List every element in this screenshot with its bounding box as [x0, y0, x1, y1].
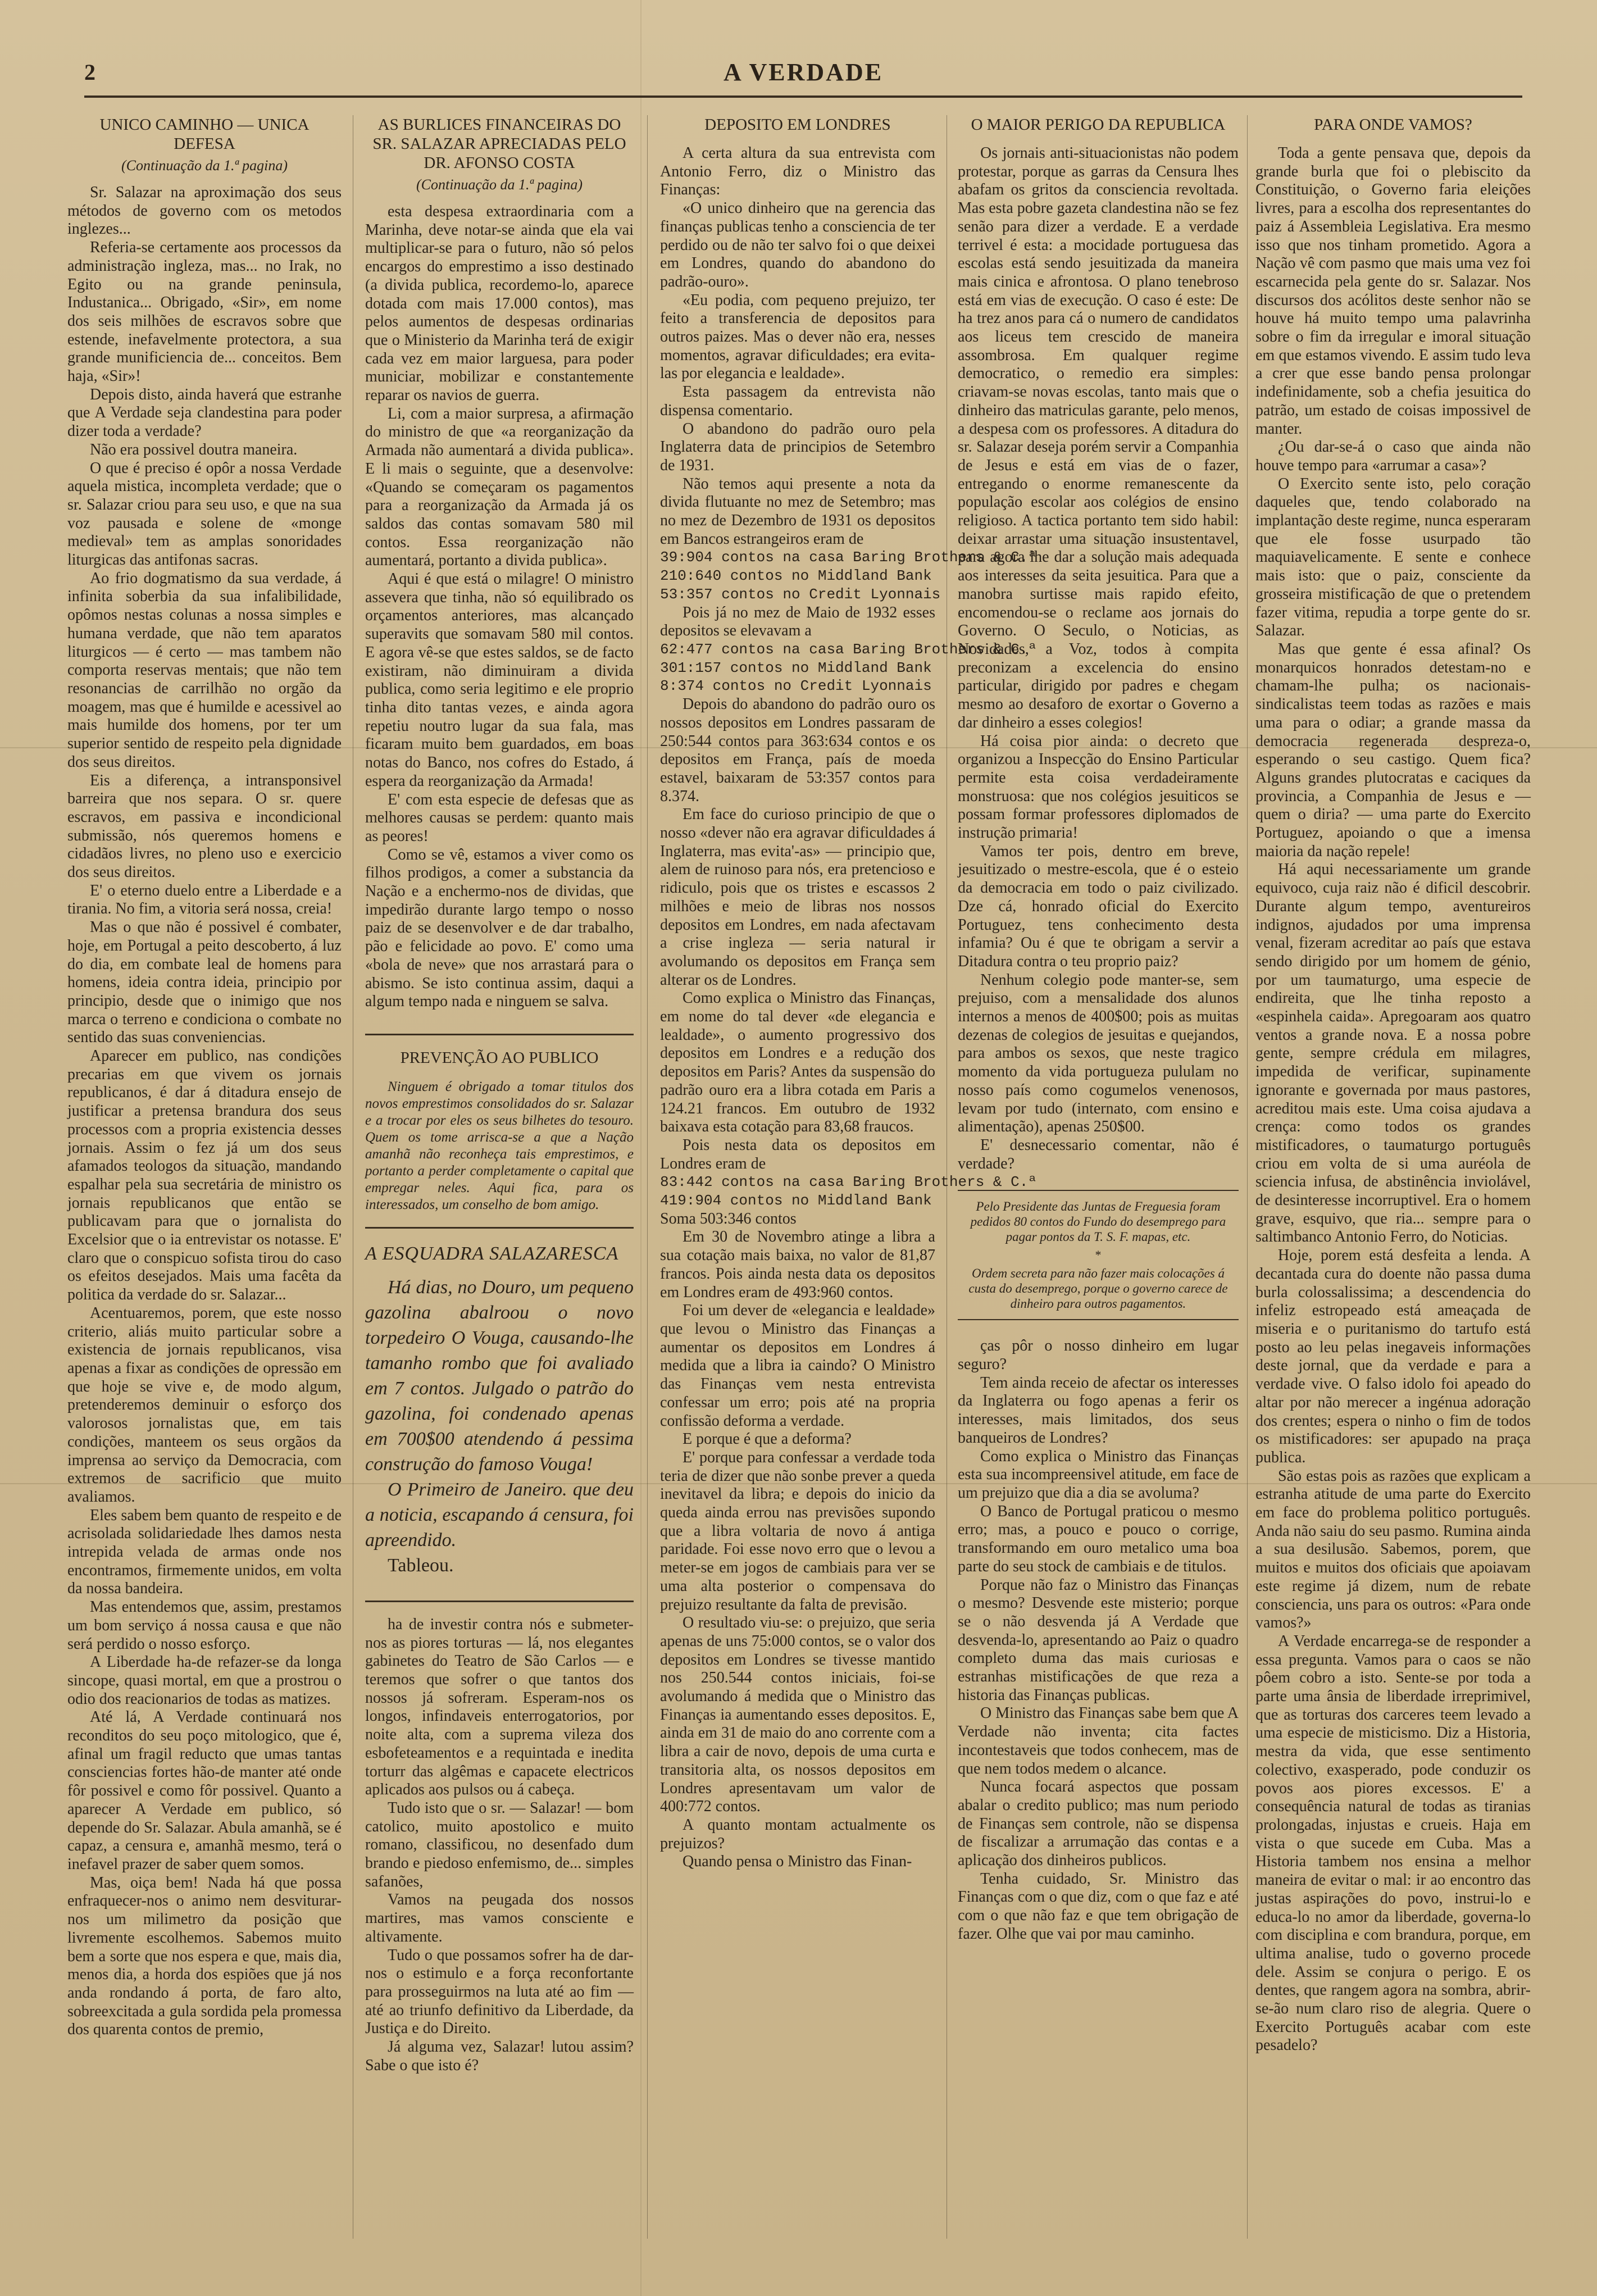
paragraph: O Banco de Portugal praticou o mesmo erro; mas, a pouco e pouco o corrige, transformando em ouro metalico uma boa parte do seu stock de cambiais e de titulos. — [958, 1502, 1239, 1575]
paragraph: Referia-se certamente aos processos da administração ingleza, mas... no Irak, no Egito ou na grande peninsula, Industanica... Obrigado, «Sir», em nome dos seis milhões de escravos sobre que estende, inefavelmente protectora, a sua grande munificiencia de... conceitos. Bem haja, «Sir»! — [67, 239, 342, 385]
paragraph: E' o eterno duelo entre a Liberdade e a tirania. No fim, a vitoria será nossa, creia! — [67, 881, 342, 918]
paragraph: Ao frio dogmatismo da sua verdade, á infinita soberbia da sua infalibilidade, opômos nestas colunas a nossa simples e humana verdade, que não tem aparatos liturgicos — é certo — mas tambem não comporta reservas mentais; que não tem resonancias de carrilhão no orgão da moagem, mas que é humilde e acessivel ao mais humilde dos homens, por ter um superior sentido de respeito pela dignidade dos seus direitos. — [67, 569, 342, 771]
section-rule — [365, 1601, 634, 1602]
paragraph: Tem ainda receio de afectar os interesses da Inglaterra ou fogo apenas a ferir os interesses, mais limitados, dos seus banqueiros de Londres? — [958, 1374, 1239, 1447]
deposits-total: Soma 503:346 contos — [660, 1210, 797, 1227]
paragraph: Como explica o Ministro das Finanças, em nome do tal dever «de elegancia e lealdade», o aumento progressivo dos depositos em Londres e a redução dos depositos em Paris? Antes da suspensão do padrão ouro era a libra cotada em Paris a 124.21 francos. Em outubro de 1932 baixava esta cotação para 83,68 fraucos. — [660, 989, 935, 1136]
header-rule — [84, 96, 1522, 98]
paragraph: ha de investir contra nós e submeter-nos as piores torturas — lá, nos elegantes gabinetes do Teatro de São Carlos — e teremos que sofrer o que tantos dos nossos já sofreram. Esperam-nos os longos, infindaveis enterrogatorios, por noite alta, com a suprema vileza dos esbofeteamentos e a requintada e inedita torturr das algêmas e capacete electricos aplicados aos pulsos ou á cabeça. — [365, 1615, 634, 1799]
paragraph: Há coisa pior ainda: o decreto que organizou a Inspecção do Ensino Particular permite esta coisa verdadeiramente monstruosa: que nos colégios jesuiticos se possam formar professores diplomados de instrução primaria! — [958, 732, 1239, 842]
article-body — [660, 695, 935, 1173]
paragraph: Mas o que não é possivel é combater, hoje, em Portugal a peito descoberto, á luz do dia, em combate leal de homens para homens, ideia contra ideia, principio por principio, desde que o inimigo que nos marca o terreno e condiciona o combate no sentido das suas conveniencias. — [67, 919, 342, 1047]
paragraph: Aqui é que está o milagre! O ministro assevera que tinha, não só equilibrado os orçamentos anteriores, mas alcançado superavits que somavam 580 mil contos. E agora vê-se que estes saldos, se de facto existiram, não diminuiram a divida publica, como seria legitimo e ele proprio tinha dito tantas vezes, e ainda agora repetiu noutro lugar da sua fala, mas ficaram muito bem guardados, em boas notas do Banco, nos cofres do Estado, á espera da reorganização da Armada! — [365, 570, 634, 790]
paragraph: Tudo o que possamos sofrer ha de dar-nos o estimulo e a força reconfortante para prosseguirmos na luta até ao fim — até ao triunfo definitivo da Liberdade, da Justiça e do Direito. — [365, 1946, 634, 2038]
paragraph: Esta passagem da entrevista não dispensa comentario. — [660, 383, 935, 419]
box-note: Ordem secreta para não fazer mais colocações á custa do desemprego, porque o governo carece de dinheiro para outros pagamentos. — [968, 1266, 1228, 1311]
fold-line — [640, 0, 641, 2296]
article-body — [1255, 144, 1531, 2055]
article-subtitle: (Continuação da 1.ª pagina) — [121, 157, 288, 174]
article-title: O MAIOR PERIGO DA REPUBLICA — [971, 116, 1226, 134]
paragraph: Mas, oiça bem! Nada há que possa enfraquecer-nos o animo nem desviturar-nos um milimetro da posição que livremente escolhemos. Sabemos muito bem a sorte que nos espera e que, mais dia, menos dia, a horda dos espiões que já nos anda rondando á porta, de faro alto, sobreexcitada a gula sordida pela promessa dos quarenta contos de premio, — [67, 1874, 342, 2039]
article-body-continued — [958, 1337, 1239, 1943]
paragraph: Há dias, no Douro, um pequeno gazolina abalroou o novo torpedeiro O Vouga, causando-lhe tamanho rombo que foi avaliado em 7 contos. Julgado o patrão do gazolina, foi condenado apenas em 700$00 atendendo á pessima construção do famoso Vouga! — [365, 1276, 634, 1475]
paragraph: Sr. Salazar na aproximação dos seus métodos de governo com os metodos inglezes... — [67, 184, 342, 238]
article-title: AS BURLICES FINANCEIRAS DO SR. SALAZAR APRECIADAS PELO DR. AFONSO COSTA — [372, 116, 626, 172]
table-line: 8:374 contos no Credit Lyonnais — [660, 678, 932, 695]
column-divider — [647, 115, 648, 2239]
paragraph: Eis a diferença, a intransponsivel barreira que nos separa. O sr. quere escravos, em passiva e incondicional submissão, nós queremos homens e cidadãos livres, no pleno uso e exercicio dos seus direitos. — [67, 771, 342, 881]
paragraph: ¿Ou dar-se-á o caso que ainda não houve tempo para «arrumar a casa»? — [1255, 438, 1531, 474]
masthead: A VERDADE — [723, 58, 884, 86]
deposits-table — [660, 640, 1037, 695]
paragraph: Foi um dever de «elegancia e lealdade» que levou o Ministro das Finanças a aumentar os depositos em Londres á medida que a libra ia caindo? O Ministro das Finanças vem nesta entrevista confessar um erro; pois até na propria confissão deforma a verdade. — [660, 1302, 935, 1430]
paragraph: A certa altura da sua entrevista com Antonio Ferro, diz o Ministro das Finanças: — [660, 144, 935, 199]
paragraph: Mas entendemos que, assim, prestamos um bom serviço á nossa causa e que não será perdido o nosso esforço. — [67, 1598, 342, 1653]
paragraph: E' porque para confessar a verdade toda teria de dizer que não sonbe prever a queda inevitavel da libra; e depois do inicio da queda ainda errou nas previsões supondo que a libra voltaria de novo á antiga paridade. Foi esse novo erro que o levou a meter-se em jogos de cambiais para ver se uma alta posterior o compensava do prejuizo resultante da falta de previsão. — [660, 1448, 935, 1613]
paragraph: Há aqui necessariamente um grande equivoco, cuja raiz não é dificil descobrir. Durante algum tempo, aventureiros indignos, ajudados por uma imprensa venal, fizeram acreditar ao país que estava sendo dirigido por um homem de génio, por um taumaturgo, uma especie de endireita, que lhe tinha reposto a «espinhela caida». Apregoaram aos quatro ventos a grande nova. E a nossa pobre gente, sempre crédula em milagres, impedida de verificar, supinamente ignorante e governada por maus pastores, acreditou mais este. Uma coisa ajudava a crença: como todos os grandes mistificadores, o taumaturgo português criou em volta de si uma auréola de sciencia infusa, de abstinência inviolável, de desinteresse incorruptivel. Era o homem grave, esquivo, que ria... sempre para o saltimbanco Antonio Ferro, do Noticias. — [1255, 861, 1531, 1246]
paragraph: A quanto montam actualmente os prejuizos? — [660, 1816, 935, 1852]
article-burlices-financeiras — [365, 115, 634, 2075]
paragraph: Tudo isto que o sr. — Salazar! — bom catolico, muito apostolico e muito romano, classificou, no desenfado dum brando e piedoso enfemismo, de... simples safanões, — [365, 1799, 634, 1890]
paragraph: Acentuaremos, porem, que este nosso criterio, aliás muito particular sobre a existencia de jornais republicanos, visa apenas a fixar as condições de opressão em que hoje se vive e, de modo algum, pretenderemos deminuir o esforço dos valorosos jornalistas que, em tais condições, manteem os seus orgãos da imprensa ao serviço da Democracia, com extremos de sacrificio que muito avaliamos. — [67, 1304, 342, 1506]
paragraph: O que é preciso é opôr a nossa Verdade aquela mistica, incompleta verdade; que o sr. Salazar criou para seu uso, e que na sua voz pausada e solene de «monge medieval» tem as amplas sonoridades liturgicas das antifonas sacras. — [67, 459, 342, 569]
squadra-body — [365, 1275, 634, 1553]
deposits-table — [660, 1173, 1037, 1210]
page-number: 2 — [84, 60, 95, 85]
paragraph: Vamos na peugada dos nossos martires, mas vamos consciente e altivamente. — [365, 1891, 634, 1945]
paragraph: Como se vê, estamos a viver como os filhos prodigos, a comer a substancia da Nação e a enchermo-nos de dividas, que impedirão durante largo tempo o nosso paiz de se desenvolver e de dar trabalho, pão e felicidade ao povo. E' como uma «bola de neve» que nos arrastará para o abismo. Se isto continua assim, daqui a algum tempo nada e ninguem se salva. — [365, 845, 634, 1011]
paragraph: Já alguma vez, Salazar! lutou assim? Sabe o que isto é? — [365, 2038, 634, 2074]
paragraph: Não era possivel doutra maneira. — [90, 440, 298, 458]
article-title: UNICO CAMINHO — UNICA DEFESA — [99, 116, 310, 153]
squadra-signature: Tableou. — [388, 1554, 454, 1576]
article-body — [365, 203, 634, 1011]
paragraph: Aparecer em publico, nas condições precarias em que vivem os jornais republicanos, é dar á ditadura ensejo de justificar a pretensa brandura dos seus processos com a propria existencia desses jornais. Assim o fez já um dos seus afamados teologos da situação, mandando espalhar pela sua secretária de ministro os jornais republicanos que então se publicavam para que o jornalista do Excelsior que o ia entrevistar os notasse. E' claro que o conspicuo sofista tirou do caso os efeitos desejados. Mais uma facêta da politica da verdade do sr. Salazar... — [67, 1047, 342, 1304]
notice-text: Ninguem é obrigado a tomar titulos dos novos emprestimos consolidados do sr. Salazar e a trocar por eles os seus bilhetes do tesouro. Quem os tome arrisca-se a que a Nação amanhã não reconheça tais emprestimos, e portanto a perder completamente o capital que empregar neles. Aqui fica, para os interessados, um conselho de bom amigo. — [365, 1079, 634, 1212]
paragraph: E' com esta especie de defesas que as melhores causas se perdem: quanto mais as peores! — [365, 790, 634, 845]
paragraph: O abandono do padrão ouro pela Inglaterra data de principios de Setembro de 1931. — [660, 420, 935, 474]
table-line: 210:640 contos no Middland Bank — [660, 567, 932, 585]
article-body — [660, 1228, 935, 1871]
paragraph: Em 30 de Novembro atinge a libra a sua cotação mais baixa, no valor de 81,87 francos. Pois ainda nesta data os depositos em Londres eram de 493:960 contos. — [660, 1228, 935, 1301]
paragraph: O resultado viu-se: o prejuizo, que seria apenas de uns 75:000 contos, se o valor dos depositos em Londres se tivesse mantido nos 250.544 contos iniciais, foi-se avolumando á medida que o Ministro das Finanças ia aumentando esses depositos. E, ainda em 31 de maio do ano corrente com a libra a cair de novo, depois de uma curta e transitoria alta, os nossos depositos em Londres apresentavam um valor de 400:772 contos. — [660, 1614, 935, 1816]
paragraph: A Liberdade ha-de refazer-se da longa sincope, quasi mortal, em que a prostrou o odio dos reacionarios de todas as matizes. — [67, 1653, 342, 1708]
article-body — [958, 144, 1239, 1173]
article-subtitle: (Continuação da 1.ª pagina) — [416, 176, 583, 193]
paragraph: O Primeiro de Janeiro. que deu a noticia, escapando á censura, foi apreendido. — [365, 1479, 634, 1551]
paragraph: Como explica o Ministro das Finanças esta sua incompreensivel atitude, em face de um prejuizo que dia a dia se avoluma? — [958, 1447, 1239, 1502]
paragraph: Li, com a maior surpresa, a afirmação do ministro de que «a reorganização da Armada não aumentará a divida publica». E li mais o seguinte, que a desenvolve: «Quando se começaram os pagamentos para a reorganização da Armada já os saldos das contas somavam 580 mil contos. Essa reorganização não aumentará, portanto a divida publica». — [365, 404, 634, 570]
paragraph: Vamos ter pois, dentro em breve, jesuitizado o mestre-escola, que é o esteio da democracia em todo o paiz civilizado. Dze cá, honrado oficial do Exercito Portuguez, tens conhecimento desta infamia? Ou é que te obrigam a servir a Ditadura contra o teu proprio paiz? — [958, 842, 1239, 970]
article-deposito-londres — [660, 115, 1037, 1871]
paragraph: ças pôr o nosso dinheiro em lugar seguro? — [958, 1337, 1239, 1374]
table-line: 39:904 contos na casa Baring Brothers & C.ª — [660, 549, 1037, 566]
paragraph: «Eu podia, com pequeno prejuizo, ter feito a transferencia de depositos para outros paizes. Mas o dever não era, nesses momentos, agravar dificuldades; era evita-las por elegancia e lealdade». — [660, 291, 935, 383]
table-line: 62:477 contos na casa Baring Brothers & C.ª — [660, 640, 1037, 658]
paragraph: Eles sabem bem quanto de respeito e de acrisolada solidariedade lhes damos nesta intrepida velada de armas onde nos encontramos, firmemente unidos, em volta da nossa bandeira. — [67, 1506, 342, 1598]
paragraph: Tenha cuidado, Sr. Ministro das Finanças com o que diz, com o que faz e até com o que não faz e que tem obrigação de fazer. Olhe que vai por mau caminho. — [958, 1870, 1239, 1943]
paragraph: Depois disto, ainda haverá que estranhe que A Verdade seja clandestina para poder dizer toda a verdade? — [67, 385, 342, 440]
section-rule — [365, 1227, 634, 1229]
paragraph: Pois já no mez de Maio de 1932 esses depositos se elevavam a — [660, 603, 935, 640]
paragraph: São estas pois as razões que explicam a estranha atitude de uma parte do Exercito em face do problema politico português. Anda não saiu do seu pasmo. Rumina ainda a sua desilusão. Sabemos, porem, que muitos e muitos dos oficiais que apoiavam este regime já dizem, num de rebate consciencia, uns para os outros: «Para onde vamos?» — [1255, 1467, 1531, 1632]
section-rule — [365, 1034, 634, 1035]
paragraph: Nenhum colegio pode manter-se, sem prejuiso, com a mensalidade dos alunos internos a menos de 400$00; pois as muitas dezenas de colegios de jesuitas e quejandos, para ambos os sexos, que neste tragico momento da vida portugueza pululam no nosso país como cogumelos venenosos, levam por tudo (internato, com ensino e alimentação), apenas 250$00. — [958, 971, 1239, 1136]
paragraph: Nunca focará aspectos que possam abalar o credito publico; mas num periodo de Finanças sem controle, não se dispensa de fiscalizar a arrumação das contas e a aplicação dos dinheiros publicos. — [958, 1778, 1239, 1870]
table-line: 53:357 contos no Credit Lyonnais — [660, 585, 941, 603]
paragraph: Depois do abandono do padrão ouro os nossos depositos em Londres passaram de 250:544 contos para 363:634 contos e os depositos em França, país de moeda estavel, baixaram de 53:357 contos para 8.374. — [660, 695, 935, 805]
paragraph: O Ministro das Finanças sabe bem que A Verdade não inventa; cita factes incontestaveis que todos conhecem, mas de que nem todos medem o alcance. — [958, 1704, 1239, 1777]
paragraph: Os jornais anti-situacionistas não podem protestar, porque as garras da Censura lhes abafam os gritos da consciencia revoltada. Mas esta pobre gazeta clandestina não se fez senão para dizer a verdade. E a verdade terrivel é esta: a mocidade portuguesa das escolas está sendo jesuitizada da maneira mais cinica e afrontosa. O plano tenebroso está em vias de execução. O caso é este: De ha trez anos para cá o numero de candidatos aos liceus tem crescido de maneira assombrosa. Em qualquer regime democratico, o remedio era simples: criavam-se novas escolas, tanto mais que o dinheiro das matriculas garante, pelo menos, a despesa com os professores. A ditadura do sr. Salazar deseja porém servir a Companhia de Jesus e está em vias de o fazer, entregando o enorme remanescente da população escolar aos colégios de ensino religioso. A tactica portanto tem sido habil: deixar arrastar uma situação insustentavel, para agora lhe dar a solução mais adequada aos interesses da seita jesuitica. Para que a manobra surtisse mais rapido efeito, encomendou-se o reclame aos jornais do Governo. O Seculo, o Noticias, as Novidades, a Voz, todos à compita preconizam a excelencia do ensino particular, dirigido por padres e chegam mesmo ao desaforo de exortar o Governo a dar dinheiro a esses colegios! — [958, 144, 1239, 731]
separator-star: * — [1095, 1248, 1102, 1262]
paragraph: O Exercito sente isto, pelo coração daqueles que, tendo colaborado na implantação deste regime, nunca esperaram que ele fosse usurpado tão maquiavelicamente. E sente e conhece mais isto: que o paiz, consciente da grosseira mistificação de que o pretendem fazer vitima, repudia a torpe gente do sr. Salazar. — [1255, 475, 1531, 640]
article-unico-caminho — [67, 115, 342, 2039]
table-line: 301:157 contos no Middland Bank — [660, 659, 932, 676]
paragraph: Até lá, A Verdade continuará nos reconditos do seu poço mitologico, que é, afinal um fragil reducto que umas tantas consciencias fortes hão-de manter até onde fôr possivel e como fôr possivel. Quanto a aparecer A Verdade em publico, só depende do Sr. Salazar. Abula amanhã, se é capaz, a censura e, amanhã mesmo, terá o inefavel prazer de saber quem somos. — [67, 1708, 342, 1873]
paragraph: Pois nesta data os depositos em Londres eram de — [660, 1136, 935, 1172]
article-title: DEPOSITO EM LONDRES — [704, 116, 891, 134]
paragraph: E porque é que a deforma? — [683, 1430, 852, 1448]
page-header — [84, 53, 1522, 93]
paragraph: Porque não faz o Ministro das Finanças o mesmo? Desvende este misterio; porque se o não desvenda já A Verdade que desvenda-lo, apresentando ao Paiz o quadro completo duma das mais curiosas e estranhas mistificações de que reza a historia das Finanças publicas. — [958, 1576, 1239, 1704]
paragraph: Em face do curioso principio de que o nosso «dever não era agravar dificuldades á Inglaterra, mas evita'-as» — principio que, alem de ruinoso para nós, era pretencioso e ridiculo, pois que os tristes e escassos 2 milhões e meio de libras nos nossos depositos em Londres, em nada afectavam a crise ingleza — seria natural ir avolumando os depositos em França sem alterar os de Londres. — [660, 806, 935, 989]
box-note: Pelo Presidente das Juntas de Freguesia foram pedidos 80 contos do Fundo do desemprego para pagar pontos da T. S. F. mapas, etc. — [970, 1199, 1226, 1244]
article-body — [660, 604, 935, 640]
paragraph: A Verdade encarrega-se de responder a essa pregunta. Vamos para o caos se não pôem cobro a isto. Sente-se por toda a parte uma ânsia de liberdade irreprimivel, que as torturas dos carceres teem levado a uma especie de misticismo. Diz a Historia, mestra da vida, que esse sentimento colectivo, exasperado, pode conduzir os povos aos piores excessos. E' a consequência natural de todas as tiranias prolongadas, injustas e crueis. Haja em vista o que sucede em Cuba. Mas a Historia tambem nos ensina a melhor maneira de evitar o mal: ir ao encontro das justas aspirações do povo, instrui-lo e educa-lo no amor da liberdade, governa-lo com disciplina e com brandura, porque, em ultima analise, tudo o governo procede dele. Assim se conjura o perigo. E os dentes, que rangem agora na sombra, abrir-se-ão num claro riso de alegria. Quere o Exercito Português acabar com este pesadelo? — [1255, 1632, 1531, 2054]
paragraph: esta despesa extraordinaria com a Marinha, deve notar-se ainda que ela vai multiplicar-se para o futuro, não só pelos encargos do emprestimo a isso destinado (a divida publica, recordemo-lo, aparece dotada com mais 17.000 contos), mas pelos aumentos de despesas ordinarias que o Ministerio da Marinha terá de exigir cada vez em maior larguesa, para poder municiar, mobilizar e constantemente reparar os navios de guerra. — [365, 203, 634, 404]
table-line: 419:904 contos no Middland Bank — [660, 1192, 932, 1210]
article-title: PARA ONDE VAMOS? — [1314, 116, 1472, 134]
paragraph: Quando pensa o Ministro das Finan- — [683, 1853, 912, 1871]
deposits-table — [660, 548, 1037, 603]
article-para-onde-vamos — [1255, 115, 1531, 2055]
boxed-notes — [958, 1190, 1239, 1320]
paragraph: Mas que gente é essa afinal? Os monarquicos honrados detestam-no e chamam-lhe pulha; os nacionais-sindicalistas teem todas as razões e mais uma para o odiar; a grande massa da democracia regenerada despreza-o, esperando o seu castigo. Quem fica? Alguns grandes plutocratas e caciques da provincia, a Companhia de Jesus e — quem o diria? — uma parte do Exercito Portuguez, apoiando o que a imensa maioria da nação repele! — [1255, 640, 1531, 860]
article-body — [67, 184, 342, 2039]
paragraph: Toda a gente pensava que, depois da grande burla que foi o plebiscito da Constituição, o Governo faria eleições livres, para a escolha dos representantes do paiz á Assembleia Legislativa. Era mesmo isso que nos tinham prometido. Agora a Nação vê com pasmo que mais uma vez foi escarnecida pela gente do sr. Salazar. Nos discursos dos acólitos deste senhor não se houve há muito tempo uma palavrinha sobre o fim da irregular e imoral situação em que estamos vivendo. E assim tudo leva a crer que esse bando pensa prolongar indefinidamente, sob a chefia jesuitica do patrão, um estado de coisas impossivel de manter. — [1255, 144, 1531, 438]
paragraph: Não temos aqui presente a nota da divida flutuante no mez de Setembro; mas no mez de Dezembro de 1931 os depositos em Bancos estrangeiros eram de — [660, 475, 935, 548]
article-body — [660, 144, 935, 548]
article-body-continued — [365, 1616, 634, 2075]
article-maior-perigo — [958, 115, 1239, 1944]
paragraph: «O unico dinheiro que na gerencia das finanças publicas tenho a consciencia de ter perdido ou de não ter salvo foi o que deixei em Londres, quando do abandono do padrão-ouro». — [660, 199, 935, 290]
column-divider — [1247, 115, 1248, 2239]
table-line: 83:442 contos na casa Baring Brothers & C.ª — [660, 1174, 1037, 1191]
paragraph: Hoje, porem está desfeita a lenda. A decantada cura do doente não passa duma burla colossalissima; a descendencia do infeliz estropeado está ameaçada de miseria e o puritanismo do tartufo está posto ao leu pelas inegaveis informações deste jornal, que da verdade e para a verdade vive. O falso idolo foi apeado do altar por não merecer a ingénua adoração dos crentes; espera o ninho o fim de todos os mistificadores: ser apupado na praça publica. — [1255, 1247, 1531, 1466]
paragraph: E' desnecessario comentar, não é verdade? — [958, 1136, 1239, 1172]
notice-title: PREVENÇÃO AO PUBLICO — [400, 1048, 599, 1067]
squadra-title: A ESQUADRA SALAZARESCA — [365, 1243, 619, 1264]
